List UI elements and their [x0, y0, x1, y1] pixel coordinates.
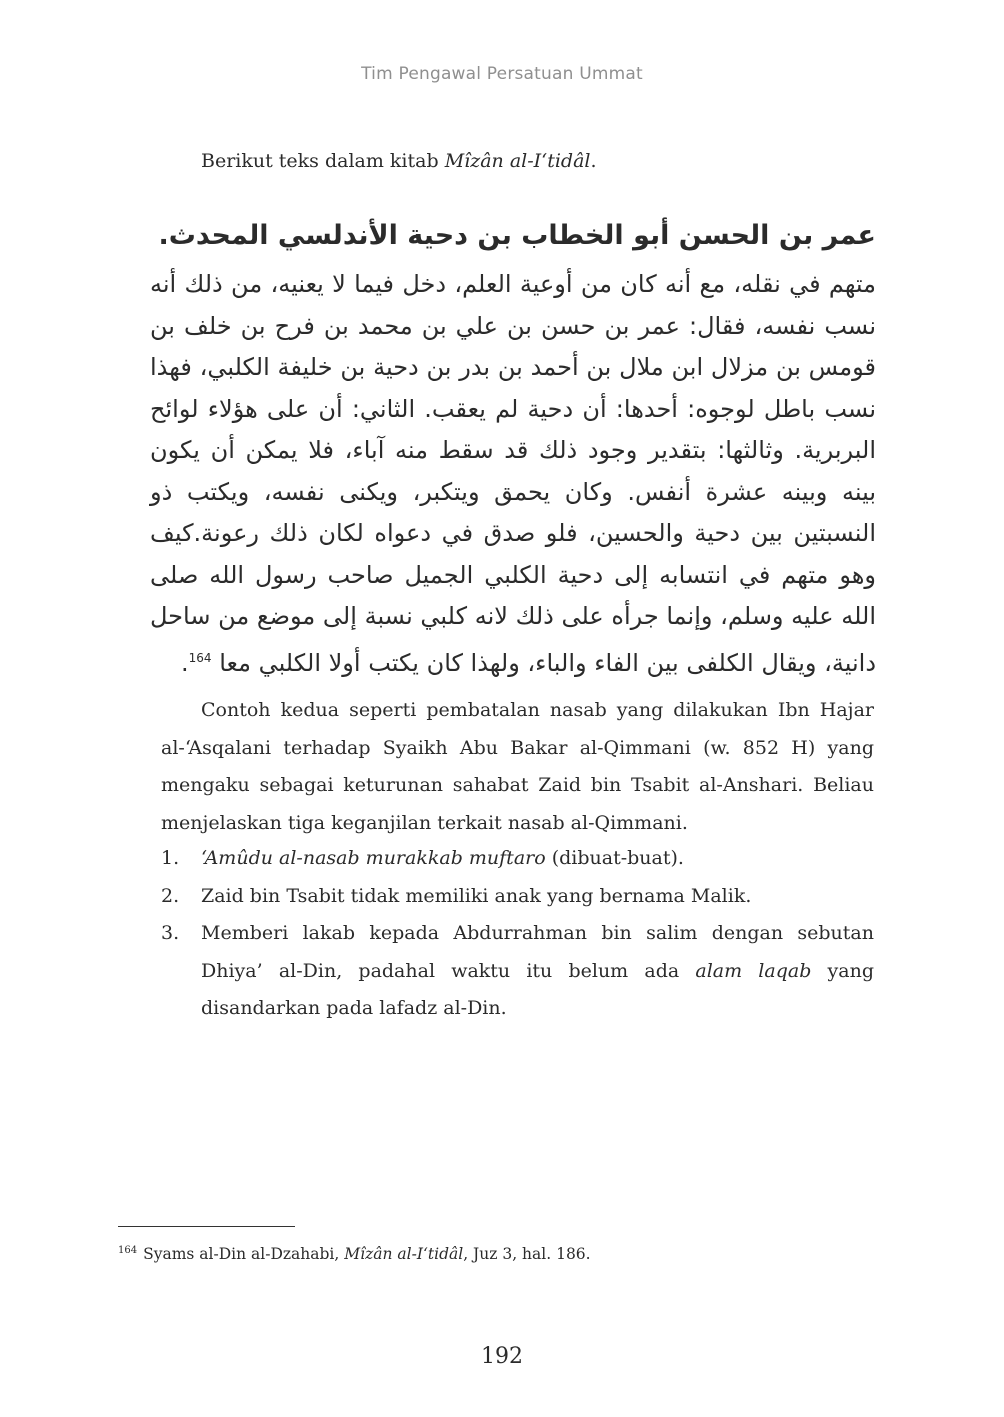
intro-paragraph: [201, 146, 881, 176]
list-item-text: [201, 840, 874, 878]
footnote-author: Syams al-Din al-Dzahabi,: [143, 1245, 345, 1264]
footnote-divider: [118, 1226, 295, 1227]
list-number: 1.: [161, 847, 180, 869]
list-number: 3.: [161, 922, 180, 944]
footnote-rest: , Juz 3, hal. 186.: [463, 1245, 591, 1264]
footnote-title: Mîzân al-I‘tidâl: [344, 1245, 464, 1264]
body-paragraph-text: Contoh kedua seperti pembatalan nasab yang dilakukan Ibn Hajar al-‘Asqalani terhadap Syaikh Abu Bakar al-Qimmani (w. 852 H) yang mengaku sebagai keturunan sahabat Zaid bin Tsabit al-Anshari. Beliau menjelaskan tiga keganjilan terkait nasab al-Qimmani.: [161, 699, 874, 834]
intro-lead: Berikut teks dalam kitab: [201, 150, 445, 172]
list-item: [161, 840, 874, 878]
list-number: 2.: [161, 884, 180, 907]
arabic-heading: عمر بن الحسن أبو الخطاب بن دحية الأندلسي المحدث.: [158, 220, 876, 251]
list-item-pre: Memberi lakab kepada Abdurrahman bin salim dengan sebutan Dhiya’ al-Din, padahal waktu itu belum ada: [201, 922, 874, 982]
arabic-quote-text: متهم في نقله، مع أنه كان من أوعية العلم، دخل فيما لا يعنيه، من ذلك أنه نسب نفسه، فقال: عمر بن حسن بن علي بن محمد بن فرح بن خلف بن قومس بن مزلال ابن ملال بن أحمد بن بدر بن دحية بن خليفة الكلبي، فهذا نسب باطل لوجوه: أحدها: أن دحية لم يعقب. الثاني: أن على هؤلاء لوائح البربرية. وثالثها: بتقدير وجود ذلك قد سقط منه آباء، فلا يمكن أن يكون بينه وبينه عشرة أنفس. وكان يحمق ويتكبر، ويكنى نفسه، ويكتب ذو النسبتين بين دحية والحسين، فلو صدق في دعواه لكان ذلك رعونة.كيف وهو متهم في انتسابه إلى دحية الكلبي الجميل صاحب رسول الله صلى الله عليه وسلم، وإنما جرأه على ذلك لانه كلبي نسبة إلى موضع من ساحل دانية، ويقال الكلفى بين الفاء والباء، ولهذا كان يكتب أولا الكلبي معا: [150, 270, 876, 677]
body-paragraph: [161, 692, 874, 842]
list-item: [161, 878, 874, 916]
arabic-quote-end: .: [181, 648, 189, 677]
footnote: [118, 1240, 878, 1265]
list-item-rest: (dibuat-buat).: [545, 847, 684, 869]
list-item-post: yang disandarkan pada lafadz al-Din.: [201, 959, 874, 1019]
arabic-quote: [150, 264, 876, 684]
list-item: [161, 915, 874, 1028]
list-item-italic: alam laqab: [695, 959, 812, 982]
numbered-list: [161, 840, 874, 1028]
list-item-text: Zaid bin Tsabit tidak memiliki anak yang bernama Malik.: [201, 884, 752, 907]
intro-end: .: [590, 150, 597, 172]
list-item-text: [201, 915, 874, 1028]
page-number: 192: [481, 1344, 523, 1369]
footnote-number: 164: [118, 1245, 138, 1256]
book-title: Mîzân al-I‘tidâl: [444, 150, 591, 172]
footnote-reference[interactable]: 164: [188, 650, 212, 665]
running-header: Tim Pengawal Persatuan Ummat: [361, 64, 643, 84]
list-item-italic: ‘Amûdu al-nasab murakkab muftaro: [201, 847, 546, 869]
